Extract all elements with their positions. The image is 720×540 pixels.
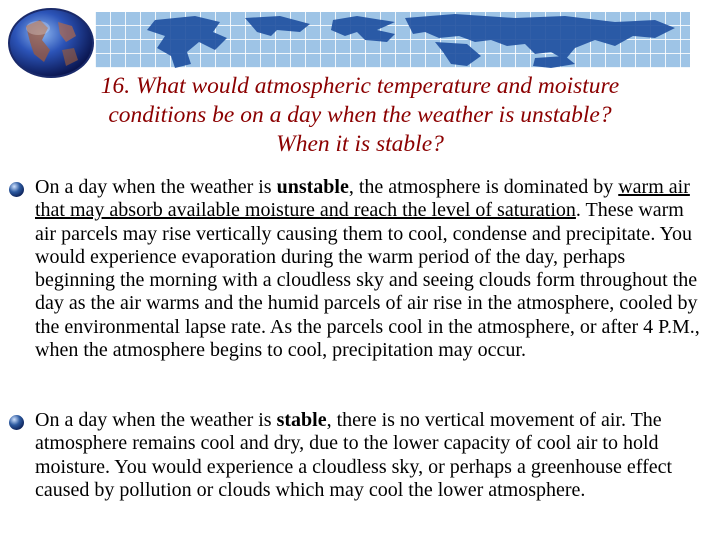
bullet-text: [35, 176, 707, 362]
keyword-unstable: unstable: [276, 176, 349, 198]
bullet-sphere-icon: [8, 181, 25, 198]
world-map-banner: [95, 12, 690, 68]
world-map-icon: [95, 12, 690, 68]
text-run: . These warm air parcels may rise vertically causing them to cool, condense and precipitate. You would experience evaporation during the warm period of the day, perhaps beginning the morning with a cloudless sky and seeing clouds form throughout the day as the air warms and the humid parcels of air rise in the atmosphere, cooled by the environmental lapse rate. As the parcels cool in the atmosphere, or after 4 P.M., when the atmosphere begins to cool, precipitation may occur.: [35, 199, 700, 362]
globe-icon: [6, 6, 96, 80]
text-run: On a day when the weather is: [35, 176, 277, 198]
title-line: conditions be on a day when the weather is unstable?: [108, 102, 612, 128]
slide-title: [10, 72, 710, 159]
bullet-sphere-icon: [8, 414, 25, 431]
text-run: , there is no vertical movement of air. The atmosphere remains cool and dry, due to the lower capacity of cool air to hold moisture. You would experience a cloudless sky, or perhaps a greenhouse effect caused by pollution or clouds which may cool the lower atmosphere.: [35, 409, 673, 501]
title-line: When it is stable?: [276, 131, 444, 157]
bullet-text: [35, 409, 707, 502]
keyword-stable: stable: [276, 409, 327, 431]
text-run: On a day when the weather is: [35, 409, 277, 431]
text-run: , the atmosphere is dominated by: [348, 176, 619, 198]
underlined-phrase: warm air that may absorb available moisture and reach the level of saturation: [35, 176, 690, 222]
title-line: 16. What would atmospheric temperature and moisture: [100, 73, 620, 99]
